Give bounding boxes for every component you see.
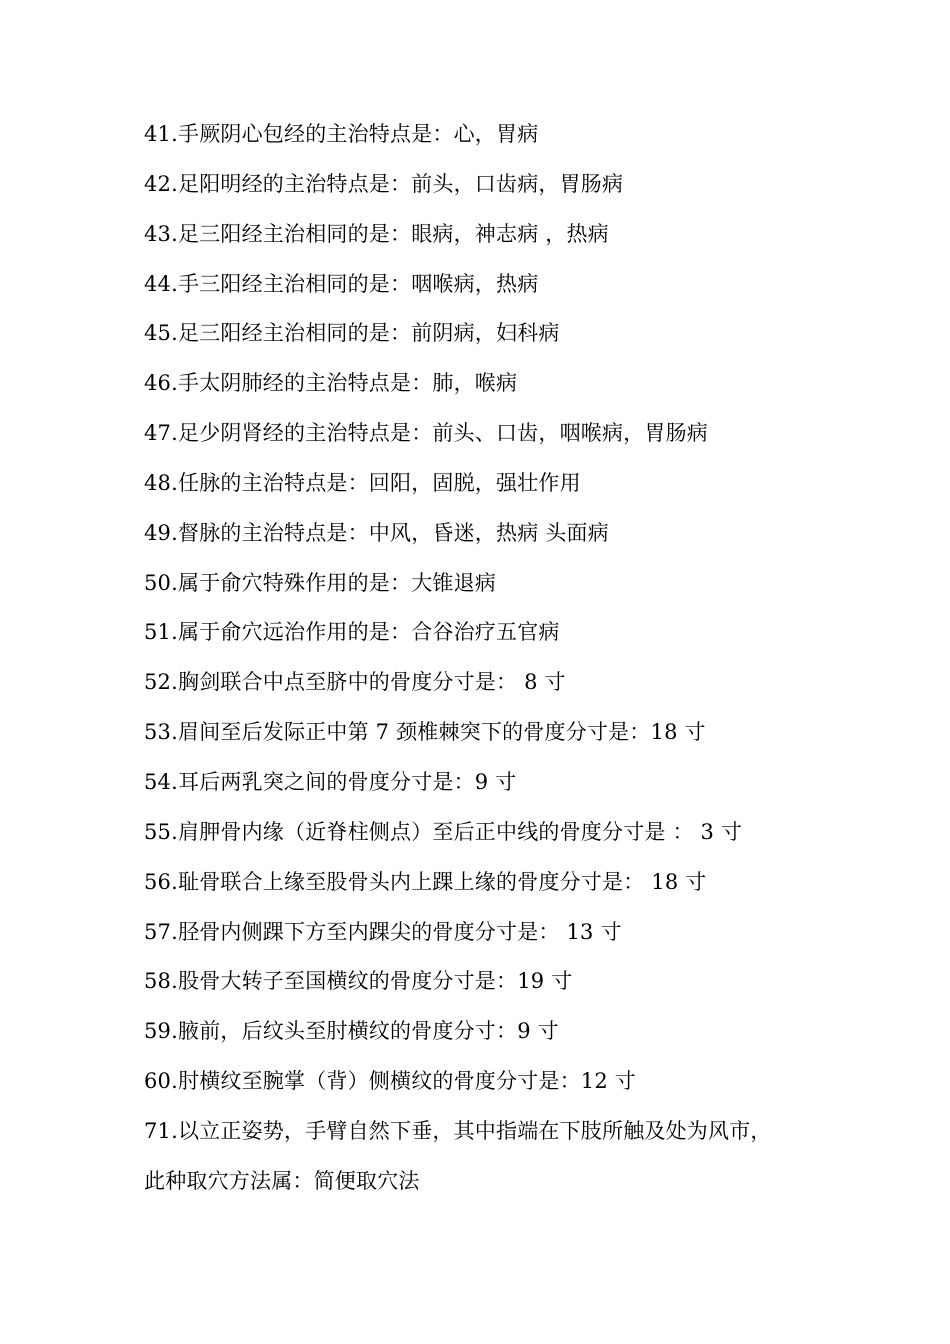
text-line-57: 57.胫骨内侧踝下方至内踝尖的骨度分寸是： 13 寸 xyxy=(144,919,622,944)
text-line-60: 60.肘横纹至腕掌（背）侧横纹的骨度分寸是：12 寸 xyxy=(144,1069,636,1094)
text-line-59: 59.腋前，后纹头至肘横纹的骨度分寸：9 寸 xyxy=(144,1019,559,1044)
text-line-45: 45.足三阳经主治相同的是：前阴病，妇科病 xyxy=(144,321,560,346)
text-line-56: 56.耻骨联合上缘至股骨头内上踝上缘的骨度分寸是： 18 寸 xyxy=(144,869,707,894)
text-line-43: 43.足三阳经主治相同的是：眼病，神志病 ，热病 xyxy=(144,221,609,246)
text-line-47: 47.足少阴肾经的主治特点是：前头、口齿，咽喉病，胃肠病 xyxy=(144,421,708,446)
text-line-71: 71.以立正姿势，手臂自然下垂，其中指端在下肢所触及处为风市， xyxy=(144,1118,772,1143)
document-body xyxy=(144,110,834,1207)
text-line-52: 52.胸剑联合中点至脐中的骨度分寸是： 8 寸 xyxy=(144,670,566,695)
text-line-53: 53.眉间至后发际正中第 7 颈椎棘突下的骨度分寸是：18 寸 xyxy=(144,720,706,745)
text-line-51: 51.属于俞穴远治作用的是：合谷治疗五官病 xyxy=(144,620,560,645)
text-line-54: 54.耳后两乳突之间的骨度分寸是：9 寸 xyxy=(144,769,517,794)
text-line-71-continued: 此种取穴方法属：简便取穴法 xyxy=(144,1168,420,1193)
text-line-50: 50.属于俞穴特殊作用的是：大锥退病 xyxy=(144,570,496,595)
text-line-44: 44.手三阳经主治相同的是：咽喉病，热病 xyxy=(144,271,539,296)
text-line-49: 49.督脉的主治特点是：中风，昏迷，热病 头面病 xyxy=(144,520,609,545)
text-line-41: 41.手厥阴心包经的主治特点是：心，胃病 xyxy=(144,122,539,146)
text-line-42: 42.足阳明经的主治特点是：前头，口齿病，胃肠病 xyxy=(144,171,624,196)
text-line-55: 55.肩胛骨内缘（近脊柱侧点）至后正中线的骨度分寸是 ： 3 寸 xyxy=(144,819,743,844)
text-line-48: 48.任脉的主治特点是：回阳，固脱，强壮作用 xyxy=(144,470,581,495)
text-line-58: 58.股骨大转子至国横纹的骨度分寸是：19 寸 xyxy=(144,969,573,994)
text-line-46: 46.手太阴肺经的主治特点是：肺，喉病 xyxy=(144,371,518,396)
